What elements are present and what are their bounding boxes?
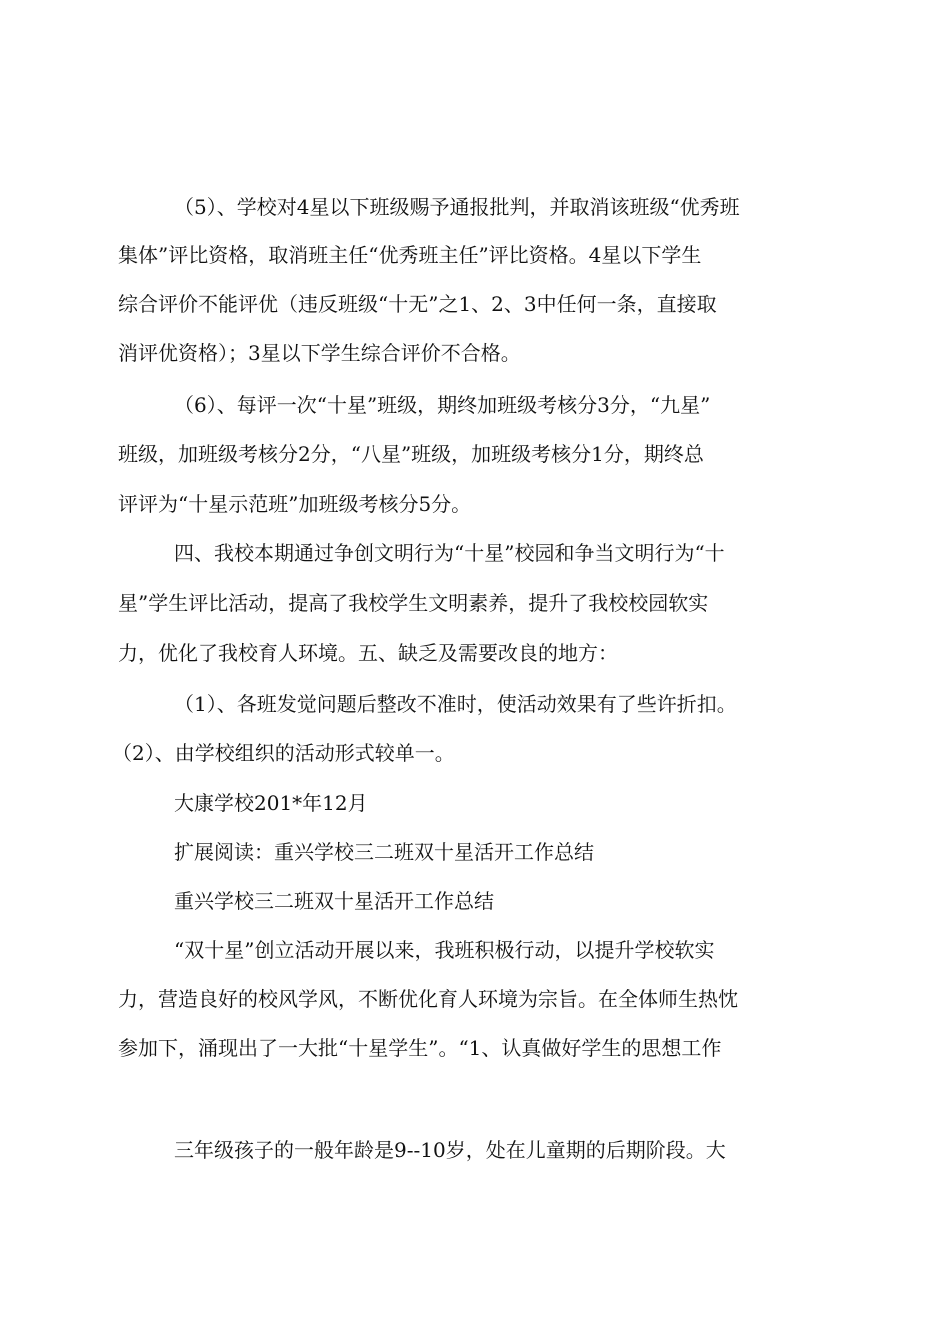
closing-paragraph-line: 三年级孩子的一般年龄是9--10岁，处在儿童期的后期阶段。大 [174, 1138, 726, 1162]
article-paragraph-line-3: 参加下，涌现出了一大批“十星学生”。“1、认真做好学生的思想工作 [118, 1036, 722, 1060]
article-title: 重兴学校三二班双十星活开工作总结 [174, 889, 494, 913]
extended-reading-title: 扩展阅读：重兴学校三二班双十星活开工作总结 [174, 840, 594, 864]
article-paragraph-line-1: “双十星”创立活动开展以来，我班积极行动，以提升学校软实 [174, 938, 715, 962]
signature-line: 大康学校201*年12月 [174, 791, 368, 815]
paragraph-5-line-2: 集体”评比资格，取消班主任“优秀班主任”评比资格。4星以下学生 [118, 243, 702, 267]
issue-2-line: （2）、由学校组织的活动形式较单一。 [112, 741, 455, 765]
issue-1-line: （1）、各班发觉问题后整改不准时，使活动效果有了些许折扣。 [174, 692, 737, 716]
section-4-line-3: 力，优化了我校育人环境。五、缺乏及需要改良的地方： [118, 641, 618, 665]
paragraph-5-line-4: 消评优资格）；3星以下学生综合评价不合格。 [118, 341, 521, 365]
section-4-line-1: 四、我校本期通过争创文明行为“十星”校园和争当文明行为“十 [174, 541, 725, 565]
paragraph-6-line-3: 评评为“十星示范班”加班级考核分5分。 [118, 492, 472, 516]
paragraph-5-line-1: （5）、学校对4星以下班级赐予通报批判，并取消该班级“优秀班 [174, 195, 740, 219]
section-4-line-2: 星”学生评比活动，提高了我校学生文明素养，提升了我校校园软实 [118, 591, 709, 615]
article-paragraph-line-2: 力，营造良好的校风学风，不断优化育人环境为宗旨。在全体师生热忱 [118, 987, 738, 1011]
paragraph-5-line-3: 综合评价不能评优（违反班级“十无”之1、2、3中任何一条，直接取 [118, 292, 717, 316]
paragraph-6-line-2: 班级，加班级考核分2分，“八星”班级，加班级考核分1分，期终总 [118, 442, 704, 466]
paragraph-6-line-1: （6）、每评一次“十星”班级，期终加班级考核分3分，“九星” [174, 393, 711, 417]
